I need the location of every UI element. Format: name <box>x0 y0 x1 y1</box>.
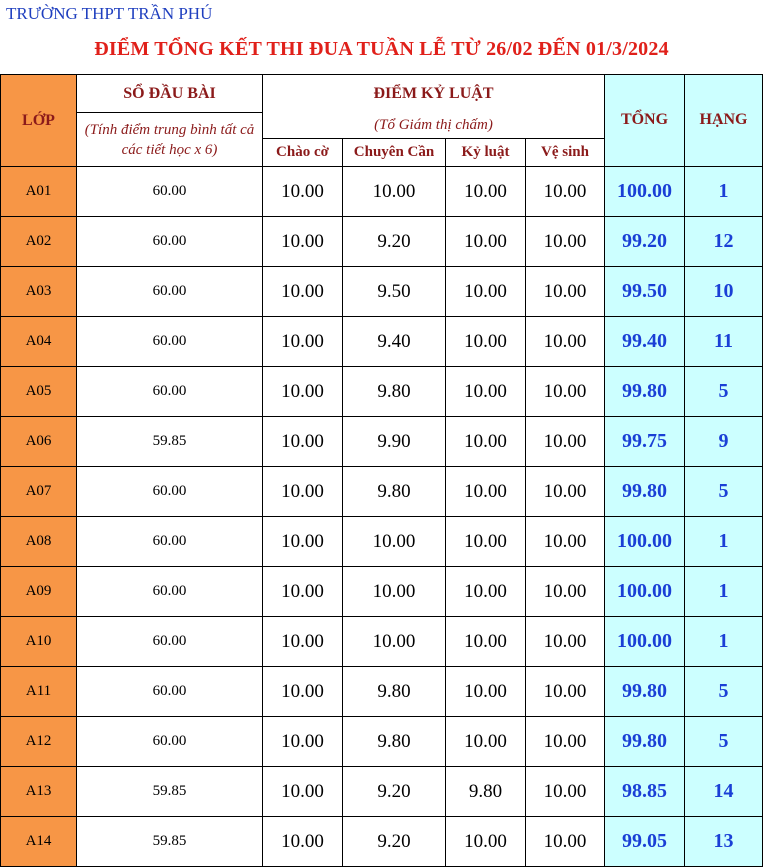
chao-co-cell: 10.00 <box>263 617 343 667</box>
tong-cell: 99.75 <box>605 417 685 467</box>
ve-sinh-cell: 10.00 <box>526 417 605 467</box>
tong-cell: 100.00 <box>605 517 685 567</box>
chao-co-cell: 10.00 <box>263 667 343 717</box>
tong-cell: 99.80 <box>605 717 685 767</box>
table-row <box>1 517 763 567</box>
page-title: ĐIỂM TỔNG KẾT THI ĐUA TUẦN LỄ TỪ 26/02 ĐẾN 01/3/2024 <box>94 38 669 60</box>
chuyen-can-cell: 9.20 <box>343 817 446 867</box>
ve-sinh-cell: 10.00 <box>526 817 605 867</box>
table-row <box>1 717 763 767</box>
ve-sinh-cell: 10.00 <box>526 267 605 317</box>
tong-cell: 99.80 <box>605 667 685 717</box>
ve-sinh-cell: 10.00 <box>526 667 605 717</box>
class-cell: A08 <box>1 517 77 567</box>
table-row <box>1 317 763 367</box>
school-name: TRƯỜNG THPT TRẦN PHÚ <box>6 4 213 23</box>
chuyen-can-cell: 9.20 <box>343 217 446 267</box>
chuyen-can-cell: 9.80 <box>343 667 446 717</box>
ky-luat-cell: 10.00 <box>446 167 526 217</box>
so-dau-bai-cell: 60.00 <box>77 717 263 767</box>
header-so-dau-bai-note: (Tính điểm trung bình tất cả các tiết học x 6) <box>77 113 263 167</box>
chuyen-can-cell: 10.00 <box>343 167 446 217</box>
class-cell: A13 <box>1 767 77 817</box>
hang-cell: 5 <box>685 367 763 417</box>
ve-sinh-cell: 10.00 <box>526 217 605 267</box>
chuyen-can-cell: 9.20 <box>343 767 446 817</box>
table-row <box>1 367 763 417</box>
table-row <box>1 617 763 667</box>
hang-cell: 13 <box>685 817 763 867</box>
table-row <box>1 817 763 867</box>
class-cell: A12 <box>1 717 77 767</box>
so-dau-bai-cell: 60.00 <box>77 567 263 617</box>
ky-luat-cell: 10.00 <box>446 817 526 867</box>
class-cell: A11 <box>1 667 77 717</box>
class-cell: A02 <box>1 217 77 267</box>
so-dau-bai-cell: 60.00 <box>77 217 263 267</box>
header-diem-ky-luat-note: (Tổ Giám thị chấm) <box>263 113 605 139</box>
chao-co-cell: 10.00 <box>263 517 343 567</box>
hang-cell: 1 <box>685 167 763 217</box>
chao-co-cell: 10.00 <box>263 817 343 867</box>
chao-co-cell: 10.00 <box>263 767 343 817</box>
so-dau-bai-cell: 60.00 <box>77 267 263 317</box>
ve-sinh-cell: 10.00 <box>526 717 605 767</box>
chao-co-cell: 10.00 <box>263 567 343 617</box>
header-tong: TỔNG <box>605 75 685 167</box>
class-cell: A05 <box>1 367 77 417</box>
table-row <box>1 217 763 267</box>
hang-cell: 12 <box>685 217 763 267</box>
table-row <box>1 417 763 467</box>
tong-cell: 99.80 <box>605 367 685 417</box>
hang-cell: 11 <box>685 317 763 367</box>
ve-sinh-cell: 10.00 <box>526 167 605 217</box>
header-ky-luat: Kỷ luật <box>446 139 526 167</box>
table-row <box>1 467 763 517</box>
score-table <box>0 74 763 867</box>
tong-cell: 99.05 <box>605 817 685 867</box>
chuyen-can-cell: 9.90 <box>343 417 446 467</box>
so-dau-bai-cell: 59.85 <box>77 767 263 817</box>
so-dau-bai-cell: 60.00 <box>77 667 263 717</box>
ve-sinh-cell: 10.00 <box>526 767 605 817</box>
chao-co-cell: 10.00 <box>263 367 343 417</box>
chuyen-can-cell: 10.00 <box>343 617 446 667</box>
table-row <box>1 767 763 817</box>
so-dau-bai-cell: 60.00 <box>77 517 263 567</box>
class-cell: A10 <box>1 617 77 667</box>
tong-cell: 99.50 <box>605 267 685 317</box>
tong-cell: 100.00 <box>605 167 685 217</box>
class-cell: A04 <box>1 317 77 367</box>
ve-sinh-cell: 10.00 <box>526 317 605 367</box>
hang-cell: 10 <box>685 267 763 317</box>
header-hang: HẠNG <box>685 75 763 167</box>
chuyen-can-cell: 9.40 <box>343 317 446 367</box>
tong-cell: 100.00 <box>605 567 685 617</box>
ve-sinh-cell: 10.00 <box>526 517 605 567</box>
ve-sinh-cell: 10.00 <box>526 367 605 417</box>
class-cell: A14 <box>1 817 77 867</box>
tong-cell: 98.85 <box>605 767 685 817</box>
header-so-dau-bai: SỔ ĐẦU BÀI <box>77 75 263 113</box>
so-dau-bai-cell: 59.85 <box>77 817 263 867</box>
hang-cell: 14 <box>685 767 763 817</box>
hang-cell: 5 <box>685 717 763 767</box>
ve-sinh-cell: 10.00 <box>526 617 605 667</box>
so-dau-bai-cell: 60.00 <box>77 617 263 667</box>
ky-luat-cell: 10.00 <box>446 717 526 767</box>
ky-luat-cell: 9.80 <box>446 767 526 817</box>
chao-co-cell: 10.00 <box>263 217 343 267</box>
header-diem-ky-luat: ĐIỂM KỶ LUẬT <box>263 75 605 113</box>
chao-co-cell: 10.00 <box>263 417 343 467</box>
hang-cell: 1 <box>685 517 763 567</box>
ky-luat-cell: 10.00 <box>446 317 526 367</box>
table-row <box>1 267 763 317</box>
chuyen-can-cell: 9.80 <box>343 367 446 417</box>
header-chao-co: Chào cờ <box>263 139 343 167</box>
class-cell: A01 <box>1 167 77 217</box>
chao-co-cell: 10.00 <box>263 167 343 217</box>
class-cell: A03 <box>1 267 77 317</box>
tong-cell: 99.40 <box>605 317 685 367</box>
chuyen-can-cell: 9.50 <box>343 267 446 317</box>
chuyen-can-cell: 9.80 <box>343 467 446 517</box>
header-lop: LỚP <box>1 75 77 167</box>
ky-luat-cell: 10.00 <box>446 417 526 467</box>
so-dau-bai-cell: 60.00 <box>77 467 263 517</box>
table-row <box>1 167 763 217</box>
chao-co-cell: 10.00 <box>263 317 343 367</box>
ky-luat-cell: 10.00 <box>446 267 526 317</box>
so-dau-bai-cell: 60.00 <box>77 167 263 217</box>
header-ve-sinh: Vệ sinh <box>526 139 605 167</box>
chao-co-cell: 10.00 <box>263 717 343 767</box>
tong-cell: 99.20 <box>605 217 685 267</box>
ve-sinh-cell: 10.00 <box>526 567 605 617</box>
hang-cell: 5 <box>685 467 763 517</box>
table-row <box>1 567 763 617</box>
tong-cell: 99.80 <box>605 467 685 517</box>
chuyen-can-cell: 9.80 <box>343 717 446 767</box>
class-cell: A09 <box>1 567 77 617</box>
hang-cell: 1 <box>685 567 763 617</box>
ky-luat-cell: 10.00 <box>446 667 526 717</box>
ky-luat-cell: 10.00 <box>446 617 526 667</box>
chao-co-cell: 10.00 <box>263 267 343 317</box>
ve-sinh-cell: 10.00 <box>526 467 605 517</box>
chuyen-can-cell: 10.00 <box>343 517 446 567</box>
tong-cell: 100.00 <box>605 617 685 667</box>
so-dau-bai-cell: 60.00 <box>77 367 263 417</box>
hang-cell: 9 <box>685 417 763 467</box>
chuyen-can-cell: 10.00 <box>343 567 446 617</box>
chao-co-cell: 10.00 <box>263 467 343 517</box>
so-dau-bai-cell: 59.85 <box>77 417 263 467</box>
class-cell: A06 <box>1 417 77 467</box>
header-chuyen-can: Chuyên Cần <box>343 139 446 167</box>
ky-luat-cell: 10.00 <box>446 517 526 567</box>
table-row <box>1 667 763 717</box>
hang-cell: 1 <box>685 617 763 667</box>
so-dau-bai-cell: 60.00 <box>77 317 263 367</box>
ky-luat-cell: 10.00 <box>446 217 526 267</box>
ky-luat-cell: 10.00 <box>446 367 526 417</box>
ky-luat-cell: 10.00 <box>446 567 526 617</box>
ky-luat-cell: 10.00 <box>446 467 526 517</box>
hang-cell: 5 <box>685 667 763 717</box>
class-cell: A07 <box>1 467 77 517</box>
